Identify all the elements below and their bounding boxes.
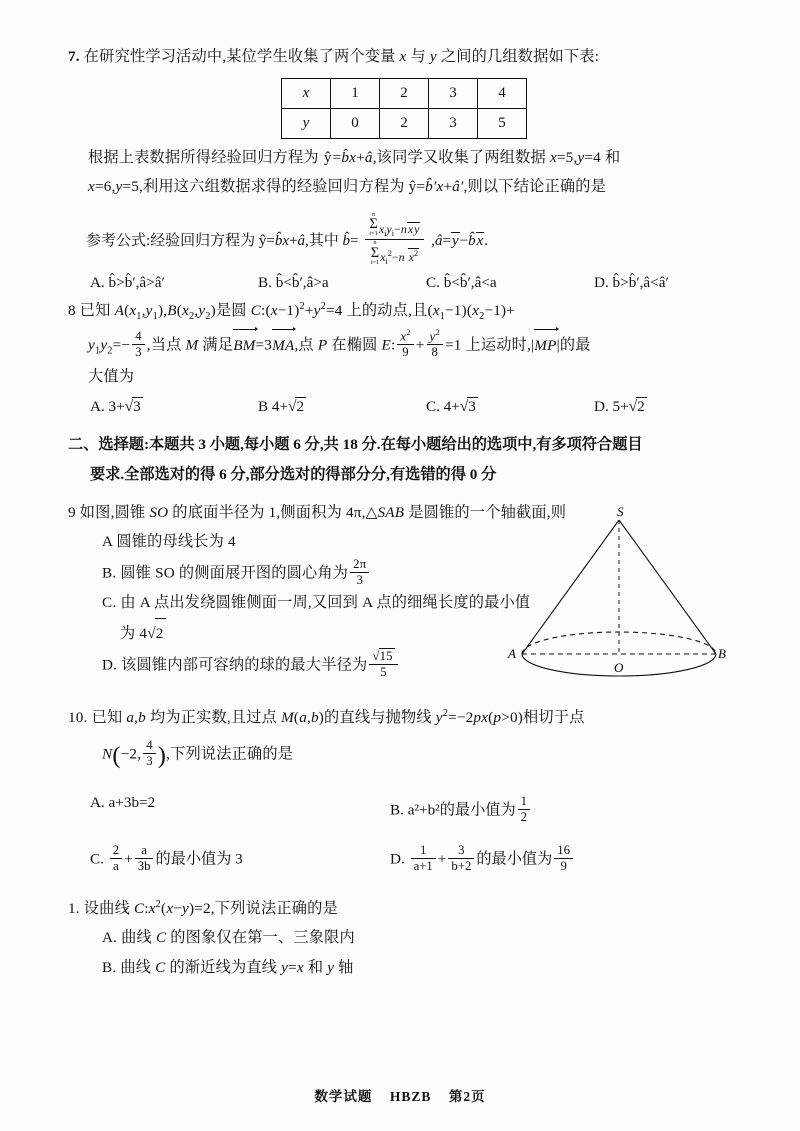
q10-option-c-label: C. — [90, 850, 104, 868]
q10-option-b-text: B. a²+b²的最小值为 — [390, 800, 516, 818]
q8-option-b[interactable]: B 4+√2 — [258, 398, 305, 416]
cell-y3: 3 — [429, 108, 478, 138]
q8-options — [68, 397, 740, 416]
q10-number: 10. — [68, 708, 88, 726]
q7-option-b[interactable]: B. b̂<b̂′,â>a — [258, 273, 329, 291]
table-row-header-x: x — [282, 78, 331, 108]
q8-stem-line2: $y_1y_2=-$ $\frac{4}{3}$ ,当点 M 满足BM=3MA,点 P 在椭圆 E: $\frac{x^2}{9}$ + $\frac{y^2}{8}$ =1 上运动时,|MP|的最 — [88, 326, 591, 360]
section-2-line1: 二、选择题:本题共 3 小题,每小题 6 分,共 18 分.在每小题给出的选项中,有多项符合题目 — [68, 436, 643, 454]
footer-subject: 数学试题 — [314, 1089, 373, 1104]
table-row-header-y: y — [282, 108, 331, 138]
footer-code: HBZB — [389, 1089, 432, 1104]
cell-x2: 2 — [380, 78, 429, 108]
q8-stem-line3: 大值为 — [88, 367, 135, 385]
question-11 — [68, 894, 740, 983]
q11-option-b[interactable]: B. 曲线 C 的渐近线为直线 y=x 和 y 轴 — [102, 959, 354, 977]
q7-option-c[interactable]: C. b̂<b̂′,â<a — [426, 273, 497, 291]
q11-option-a[interactable]: A. 曲线 C 的图象仅在第一、三象限内 — [102, 929, 355, 947]
cone-label-right: B — [718, 645, 726, 661]
q8-option-d[interactable]: D. 5+√2 — [594, 398, 645, 416]
question-9 — [68, 498, 740, 681]
q10-option-b[interactable]: B. a²+b²的最小值为 $\frac{1}{2}$ — [390, 794, 690, 825]
q9-option-b[interactable]: B. 圆锥 SO 的侧面展开图的圆心角为 $\frac{2\pi}{3}$ — [68, 557, 740, 588]
cell-y2: 2 — [380, 108, 429, 138]
q7-options — [68, 274, 740, 292]
q10-option-d-label: D. — [390, 850, 405, 868]
sigma-icon: n Σ i=1 — [369, 210, 378, 238]
q7-data-table — [281, 78, 527, 139]
q7-number: 7. — [68, 48, 80, 65]
page-footer — [0, 1085, 800, 1105]
q7-body-line1: 根据上表数据所得经验回归方程为 ŷ=b̂x+â,该同学又收集了两组数据 x=5,y=4 和 — [88, 148, 621, 166]
q9-option-d[interactable]: D. 该圆锥内部可容纳的球的最大半径为 $\frac{√15}{5}$ — [68, 648, 740, 680]
cone-label-center: O — [614, 659, 624, 675]
q11-number: 1. — [68, 899, 80, 917]
q7-formula-label: 参考公式:经验回归方程为 ŷ=b̂x+â,其中 — [86, 232, 339, 249]
q7-option-a[interactable]: A. b̂>b̂′,â>â′ — [90, 273, 165, 291]
question-8 — [68, 296, 740, 417]
sigma-icon: n Σ i=1 — [370, 239, 380, 266]
q10-option-d-text: 的最小值为 — [476, 850, 553, 868]
cell-y4: 5 — [478, 108, 527, 138]
cone-figure — [504, 506, 734, 686]
question-7 — [68, 42, 740, 292]
q7-reference-formula: 参考公式:经验回归方程为 ŷ=b̂x+â,其中 b̂= n Σ i=1 $x_iy_i-nx$ y n Σ i=1 $x_i^2-n$ $x^2$ ,â=y−b̂x. — [86, 210, 488, 267]
cell-x3: 3 — [429, 78, 478, 108]
q11-stem: 1. 设曲线 $C:x^2(x-y)=2$,下列说法正确的是 — [68, 898, 338, 917]
q7-stem: 7. 在研究性学习活动中,某位学生收集了两个变量 x 与 y 之间的几组数据如下表: — [68, 48, 600, 65]
q10-options-row2 — [68, 843, 740, 874]
q8-stem-line1: 8 已知 $A(x_1,y_1),B(x_2,y_2)$是圆 $C:(x-1)^2+y^2=4$ 上的动点,且$(x_1-1)(x_2-1)+$ — [68, 300, 516, 322]
q9-option-a[interactable]: A 圆锥的母线长为 4 — [102, 533, 236, 551]
cell-x1: 1 — [331, 78, 380, 108]
q8-option-a[interactable]: A. 3+√3 — [90, 398, 141, 416]
cone-label-apex: S — [617, 505, 624, 519]
q10-option-c[interactable]: C. $\frac{2}{a}$ + $\frac{a}{3b}$ 的最小值为 3 — [90, 842, 243, 873]
section-2-heading — [68, 430, 740, 489]
q9-stem: 9 如图,圆锥 SO 的底面半径为 1,侧面积为 4π,△SAB 是圆锥的一个轴截面,则 — [68, 503, 567, 521]
q9-option-b-text: B. 圆锥 SO 的侧面展开图的圆心角为 — [102, 564, 349, 582]
q9-option-c-line1[interactable]: C. 由 A 点出发绕圆锥侧面一周,又回到 A 点的细绳长度的最小值 — [102, 594, 531, 612]
q9-option-c-line2: 为 4√2 — [68, 618, 740, 649]
section-2-line2: 要求.全部选对的得 6 分,部分选对的得部分分,有选错的得 0 分 — [90, 466, 497, 484]
q10-options-row1 — [68, 794, 740, 825]
q8-number: 8 — [68, 301, 76, 319]
q10-option-a[interactable]: A. a+3b=2 — [90, 793, 156, 811]
q10-stem-point: N(−2, $\frac{4}{3}$ ),下列说法正确的是 — [102, 738, 294, 770]
q7-formula-fraction: n Σ i=1 $x_iy_i-nx$ y n Σ i=1 $x_i^2-n$ $x^2$ — [365, 212, 424, 268]
table-row — [282, 78, 527, 108]
q7-option-d[interactable]: D. b̂>b̂′,â<â′ — [594, 273, 669, 291]
q10-stem: 10. 已知 a,b 均为正实数,且过点 M(a,b)的直线与抛物线 $y^2=-2px(p>0)$相切于点 — [68, 707, 585, 726]
question-10 — [68, 703, 740, 874]
q9-number: 9 — [68, 503, 76, 521]
page-content — [68, 42, 740, 985]
q9-option-d-text: D. 该圆锥内部可容纳的球的最大半径为 — [102, 656, 368, 674]
q10-option-d[interactable]: D. $\frac{1}{a+1}$ + $\frac{3}{b+2}$ 的最小值为 $\frac{16}{9}$ — [390, 843, 690, 874]
q10-point-x: −2 — [120, 745, 138, 763]
q9-option-c-text: 为 4 — [120, 624, 148, 642]
footer-page-number: 第2页 — [448, 1089, 486, 1104]
cone-diagram — [504, 506, 734, 686]
q10-option-c-text: 的最小值为 3 — [155, 850, 243, 868]
cell-y1: 0 — [331, 108, 380, 138]
q8-option-c[interactable]: C. 4+√3 — [426, 398, 476, 416]
q7-body-line2: x=6,y=5,利用这六组数据求得的经验回归方程为 ŷ=b̂′x+â′,则以下结论正确的是 — [88, 178, 607, 196]
cone-label-left: A — [508, 645, 516, 661]
table-row — [282, 108, 527, 138]
cell-x4: 4 — [478, 78, 527, 108]
